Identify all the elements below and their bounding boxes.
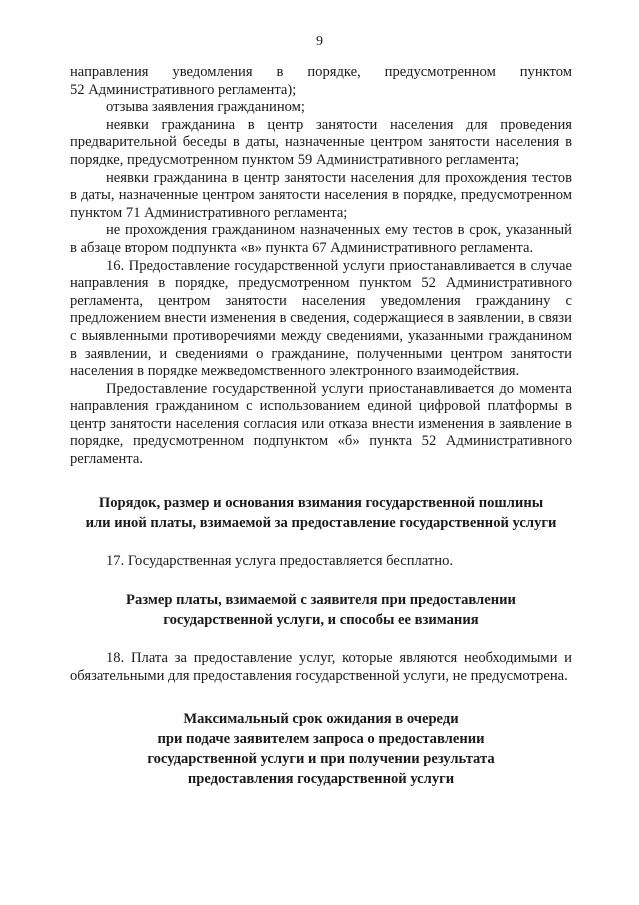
spacer bbox=[70, 469, 572, 493]
para-tests-not-passed: не прохождения гражданином назначенных ему тестов в срок, указанный в абзаце втором подпункта «в» пункта 67 Административного регламента. bbox=[70, 222, 572, 256]
para-intro-l1: направления уведомления в порядке, предусмотренном пунктом bbox=[70, 64, 572, 80]
heading-line: Размер платы, взимаемой с заявителя при предоставлении bbox=[126, 592, 516, 609]
heading-line: государственной услуги и при получении результата bbox=[147, 751, 495, 768]
heading-line: государственной услуги, и способы ее взимания bbox=[163, 612, 479, 629]
heading-line: Максимальный срок ожидания в очереди bbox=[183, 711, 459, 728]
spacer bbox=[70, 685, 572, 709]
heading-line: Порядок, размер и основания взимания государственной пошлины bbox=[98, 494, 544, 511]
para-16-suspension: Предоставление государственной услуги приостанавливается до момента направления гражданином с использованием единой цифровой платформы в центр занятости населения согласия или отказа внести изменения в заявление в порядке, предусмотренном подпунктом «б» пункта 52 Административного регламента. bbox=[70, 380, 572, 468]
para-no-show-consult: неявки гражданина в центр занятости населения для проведения предварительной беседы в даты, назначенные центром занятости населения в порядке, предусмотренном пунктом 59 Административного регламента; bbox=[70, 116, 572, 168]
heading-line: или иной платы, взимаемой за предоставление государственной услуги bbox=[85, 514, 557, 531]
heading-line: предоставления государственной услуги bbox=[187, 771, 455, 788]
heading-state-duty bbox=[70, 493, 572, 533]
para-no-show-tests: неявки гражданина в центр занятости населения для прохождения тестов в даты, назначенные центром занятости населения в порядке, предусмотренном пунктом 71 Административного регламента; bbox=[70, 169, 572, 221]
document-body bbox=[70, 64, 572, 789]
para-withdrawal: отзыва заявления гражданином; bbox=[106, 99, 305, 116]
spacer bbox=[70, 533, 572, 553]
para-17: 17. Государственная услуга предоставляется бесплатно. bbox=[106, 552, 454, 569]
heading-queue bbox=[70, 709, 572, 789]
page-number: 9 bbox=[316, 34, 323, 49]
spacer bbox=[70, 630, 572, 650]
heading-line: при подаче заявителем запроса о предоставлении bbox=[157, 731, 485, 748]
spacer bbox=[70, 570, 572, 590]
heading-fee bbox=[70, 590, 572, 630]
para-16: 16. Предоставление государственной услуги приостанавливается в случае направления в порядке, предусмотренном пунктом 52 Административного регламента, центром занятости населения уведомления гражданину с предложением внести изменения в сведения, содержащиеся в заявлении, в связи с выявленными противоречиями между сведениями, указанными гражданином в заявлении, и сведениями о гражданине, полученными центром занятости населения в порядке межведомственного электронного взаимодействия. bbox=[70, 257, 572, 380]
para-18: 18. Плата за предоставление услуг, которые являются необходимыми и обязательными для предоставления государственной услуги, не предусмотрена. bbox=[70, 650, 572, 684]
para-intro-l2: 52 Административного регламента); bbox=[70, 81, 297, 98]
